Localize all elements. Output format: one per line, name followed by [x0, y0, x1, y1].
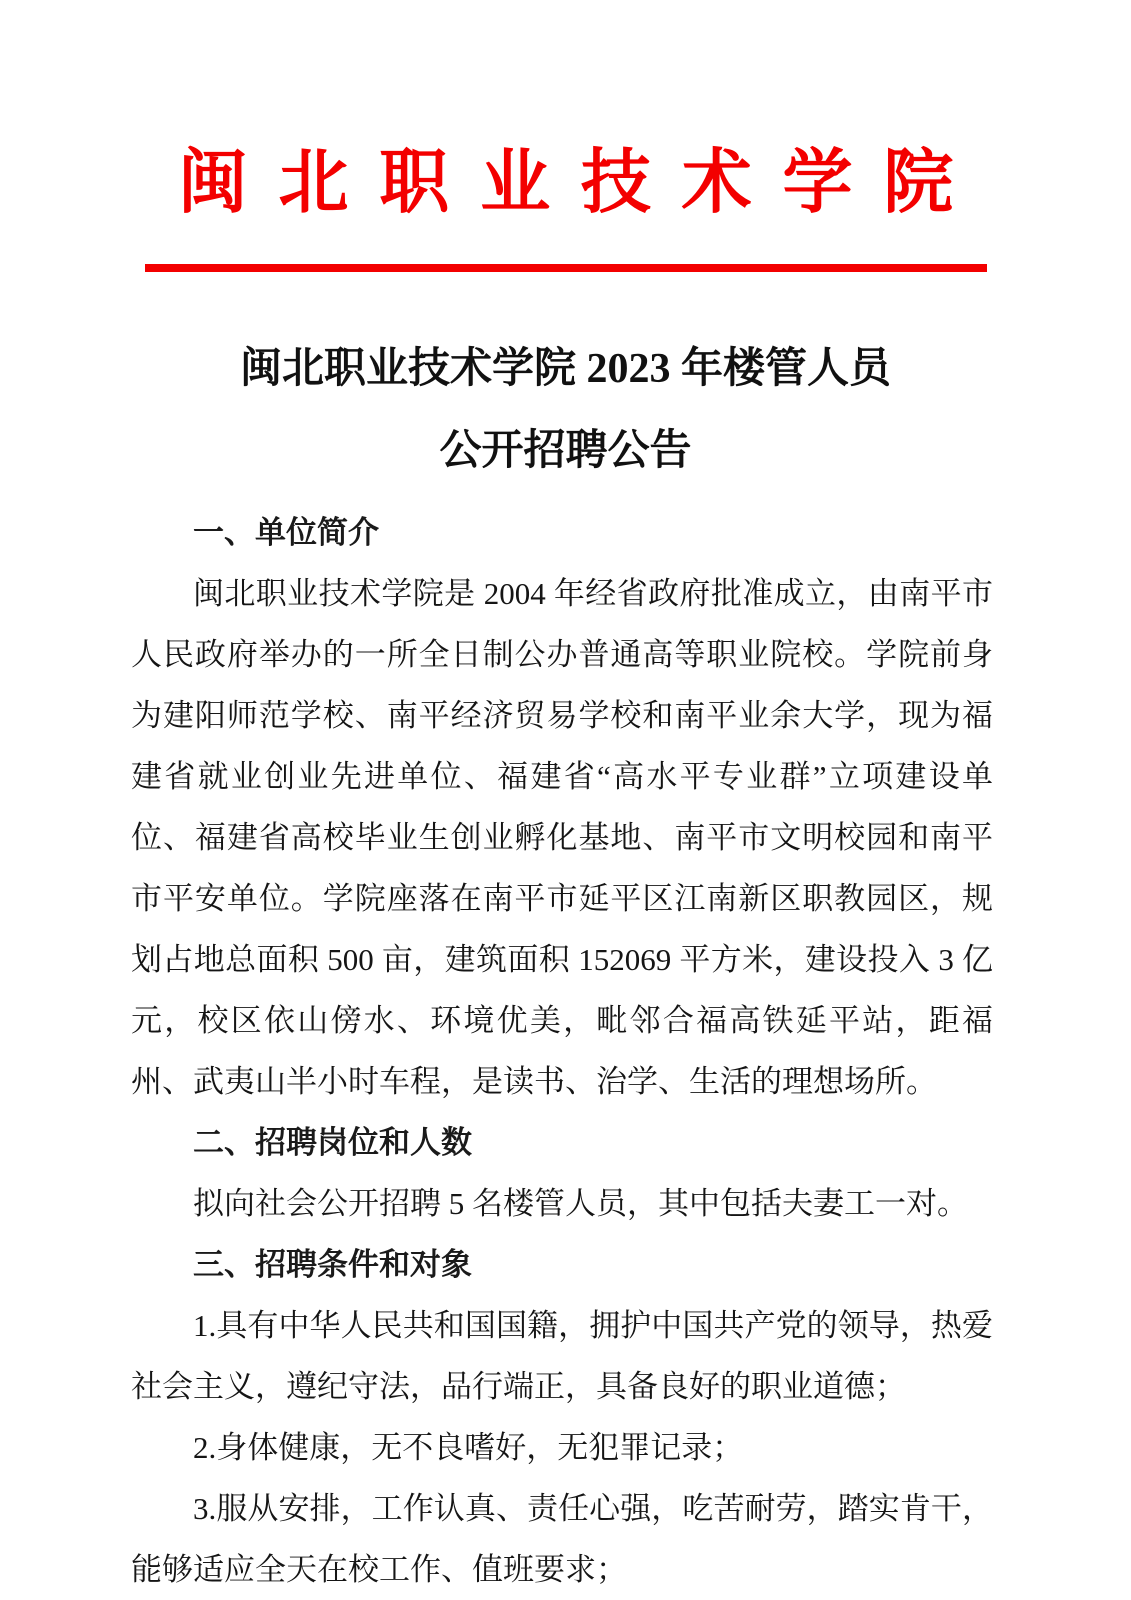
- document-body: [0, 502, 1131, 1600]
- section-heading-1: 一、单位简介: [193, 515, 379, 550]
- section-2-paragraph: 拟向社会公开招聘 5 名楼管人员，其中包括夫妻工一对。: [193, 1186, 968, 1221]
- document-title: [0, 328, 1131, 492]
- section-heading-2: 二、招聘岗位和人数: [193, 1125, 472, 1160]
- section-3-item-2: 2.身体健康，无不良嗜好，无犯罪记录；: [193, 1430, 744, 1465]
- school-name-header: 闽北职业技术学院: [177, 145, 985, 222]
- section-3-item-1: 1.具有中华人民共和国国籍，拥护中国共产党的领导，热爱社会主义，遵纪守法，品行端正，具备良好的职业道德；: [131, 1308, 993, 1404]
- section-heading-3: 三、招聘条件和对象: [193, 1247, 472, 1282]
- divider-rule: [145, 264, 987, 272]
- section-1-paragraph: 闽北职业技术学院是 2004 年经省政府批准成立，由南平市人民政府举办的一所全日制公办普通高等职业院校。学院前身为建阳师范学校、南平经济贸易学校和南平业余大学，现为福建省就业创业先进单位、福建省“高水平专业群”立项建设单位、福建省高校毕业生创业孵化基地、南平市文明校园和南平市平安单位。学院座落在南平市延平区江南新区职教园区，规划占地总面积 500 亩，建筑面积 152069 平方米，建设投入 3 亿元，校区依山傍水、环境优美，毗邻合福高铁延平站，距福州、武夷山半小时车程，是读书、治学、生活的理想场所。: [131, 576, 993, 1099]
- document-title-line1: 闽北职业技术学院 2023 年楼管人员: [239, 346, 891, 392]
- document-title-line2: 公开招聘公告: [439, 428, 692, 474]
- section-3-item-3: 3.服从安排，工作认真、责任心强，吃苦耐劳，踏实肯干，能够适应全天在校工作、值班要求；: [131, 1491, 993, 1587]
- letterhead: [0, 0, 1131, 230]
